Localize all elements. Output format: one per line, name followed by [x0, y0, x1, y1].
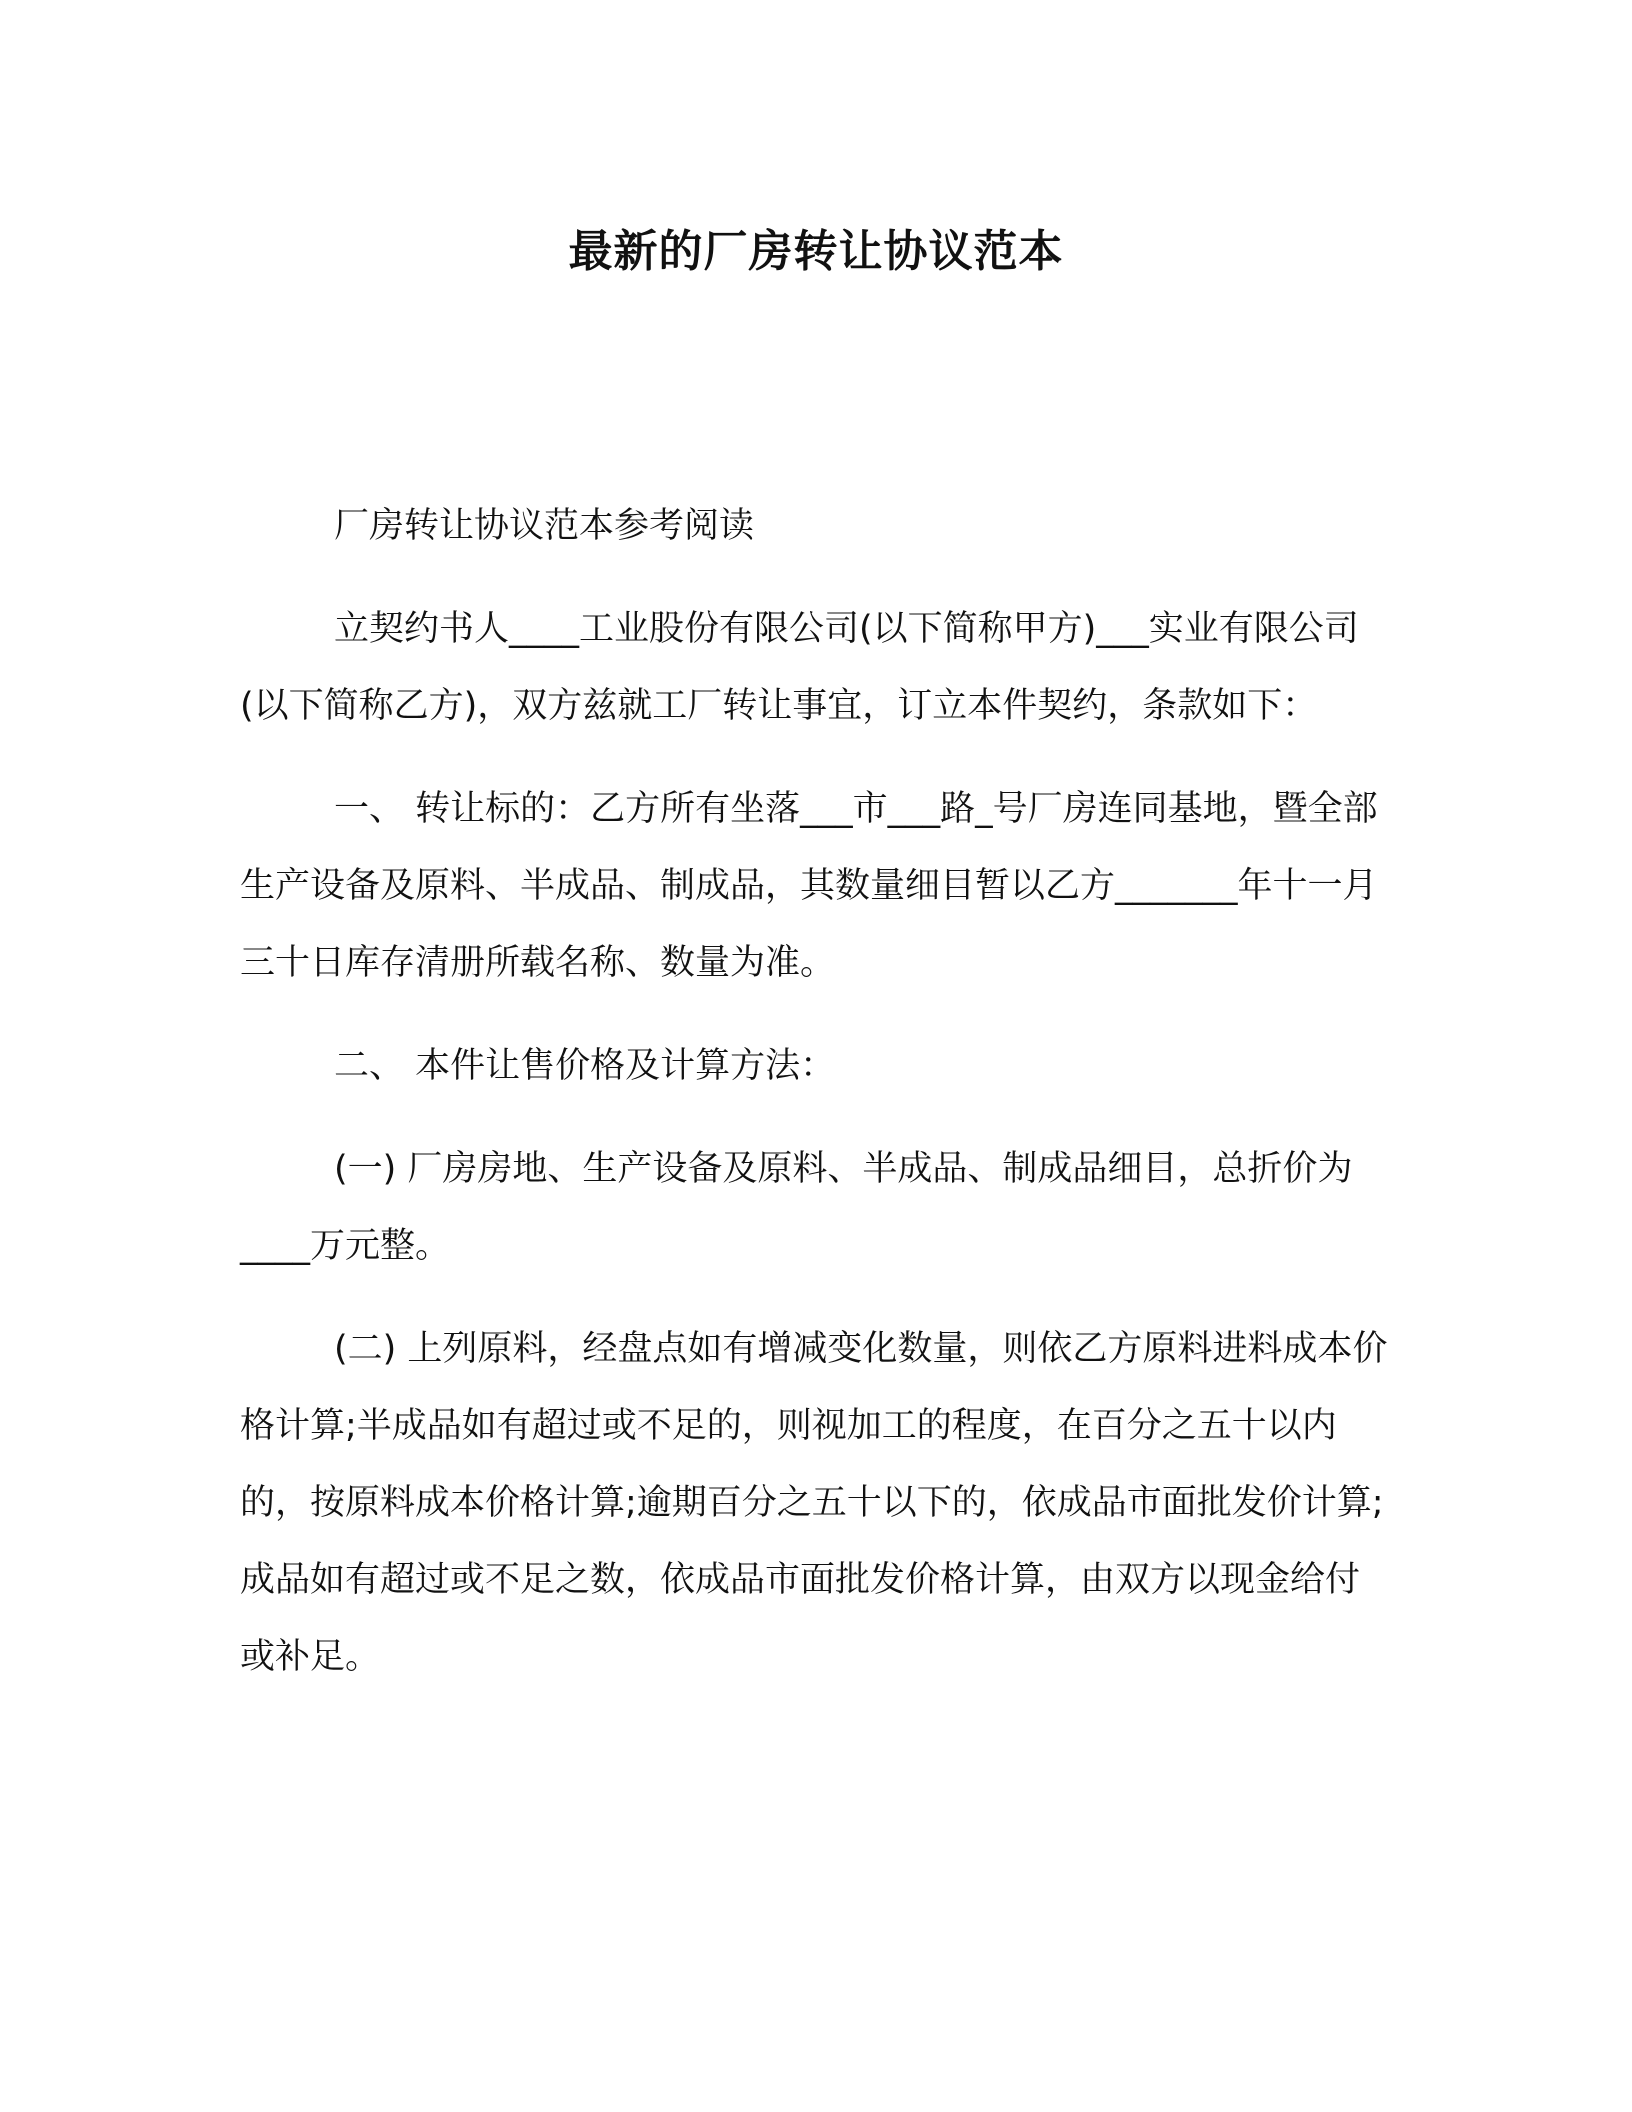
paragraph-clause-2-2: (二) 上列原料，经盘点如有增减变化数量，则依乙方原料进料成本价格计算;半成品如有超过或不足的，则视加工的程度，在百分之五十以内的，按原料成本价格计算;逾期百分之五十以下的，依成品市面批发价计算;成品如有超过或不足之数，依成品市面批发价格计算，由双方以现金给付或补足。 — [240, 1329, 1388, 1677]
document-body — [240, 488, 1390, 1696]
paragraph-clause-1: 一、 转让标的：乙方所有坐落___市___路_号厂房连同基地，暨全部生产设备及原料、半成品、制成品，其数量细目暂以乙方_______年十一月三十日库存清册所载名称、数量为准。 — [240, 789, 1378, 983]
paragraph-clause-2-1: (一) 厂房房地、生产设备及原料、半成品、制成品细目，总折价为____万元整。 — [240, 1149, 1353, 1266]
paragraph-reference: 厂房转让协议范本参考阅读 — [334, 506, 755, 546]
paragraph-clause-2: 二、 本件让售价格及计算方法： — [334, 1046, 836, 1086]
paragraph-parties: 立契约书人____工业股份有限公司(以下简称甲方)___实业有限公司(以下简称乙方)，双方兹就工厂转让事宜，订立本件契约，条款如下： — [240, 609, 1359, 726]
document-title: 最新的厂房转让协议范本 — [568, 226, 1064, 277]
